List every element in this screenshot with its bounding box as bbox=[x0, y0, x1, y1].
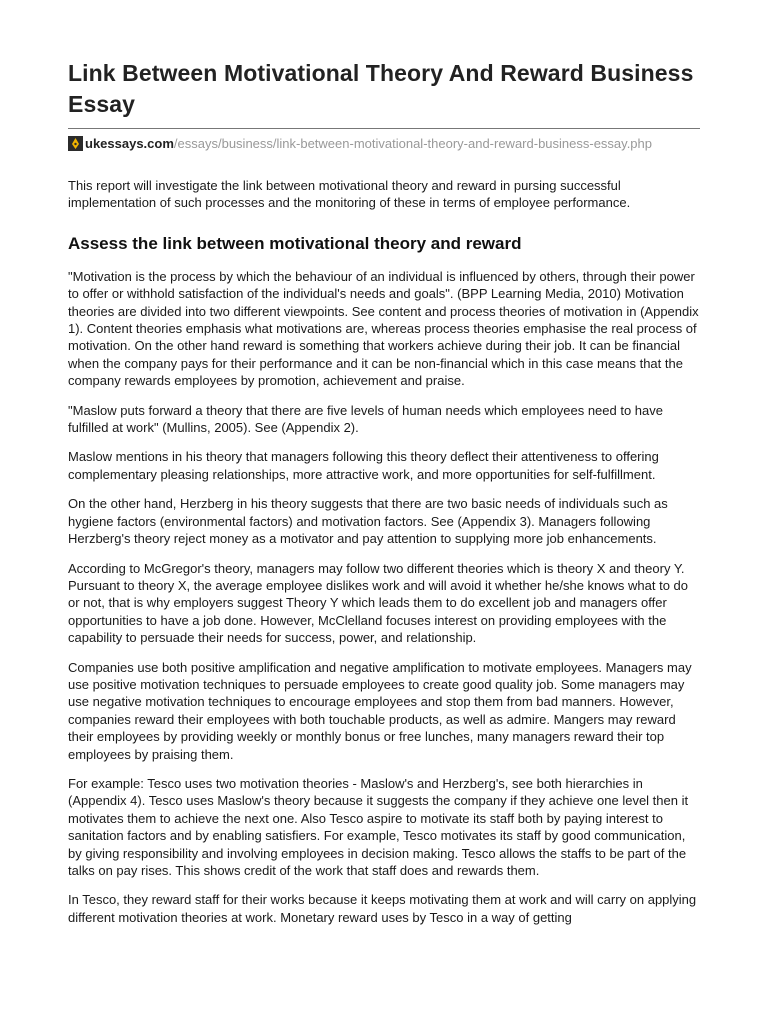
ukessays-pen-icon bbox=[68, 136, 83, 151]
source-path[interactable]: /essays/business/link-between-motivational-theory-and-reward-business-essay.php bbox=[173, 135, 652, 151]
source-bar bbox=[68, 128, 700, 152]
body-paragraph: Maslow mentions in his theory that managers following this theory deflect their attentiveness to offering complementary pleasing relationships, more attractive work, and more opportunities for self-fulfillment. bbox=[68, 449, 659, 482]
body-paragraph: In Tesco, they reward staff for their works because it keeps motivating them at work and will carry on applying different motivation theories at work. Monetary reward uses by Tesco in a way of getting bbox=[68, 892, 697, 925]
page-title: Link Between Motivational Theory And Reward Business Essay bbox=[68, 60, 694, 117]
section-heading: Assess the link between motivational theory and reward bbox=[68, 233, 522, 253]
body-paragraph: For example: Tesco uses two motivation theories - Maslow's and Herzberg's, see both hierarchies in (Appendix 4). Tesco uses Maslow's theory because it suggests the company if they achieve one level then it motivates them to achieve the next one. Also Tesco aspire to motivate its staff both by paying interest to sanitation factors and by enabling satisfiers. For example, Tesco motivates its staff by good communication, by giving responsibility and involving employees in decision making. Tesco allows the staffs to be part of the talks on pay rises. This shows credit of the work that staff does and rewards them. bbox=[68, 775, 689, 878]
body-paragraph: "Motivation is the process by which the behaviour of an individual is influenced by others, through their power to offer or withhold satisfaction of the individual's needs and goals". (BPP Learning Media, 2010) Motivation theories are divided into two different viewpoints. See content and process theories of motivation in (Appendix 1). Content theories emphasis what motivations are, whereas process theories emphasise the real process of motivation. On the other hand reward is something that workers achieve during their job. It can be financial when the company pays for their performance and it can be non-financial which in this case means that the company rewards employees by promotion, achievement and praise. bbox=[68, 268, 699, 389]
intro-paragraph: This report will investigate the link between motivational theory and reward in pursing successful implementation of such processes and the monitoring of these in terms of employee performance. bbox=[68, 178, 631, 211]
source-domain[interactable]: ukessays.com bbox=[85, 135, 174, 151]
body-paragraph: Companies use both positive amplification and negative amplification to motivate employees. Managers may use positive motivation techniques to persuade employees to create good quality job. Some managers may use negative motivation techniques to encourage employees and stop them from bad manners. However, companies reward their employees with both touchable products, as well as admire. Mangers may reward their employees by providing weekly or monthly bonus or free lunches, many managers reward their top employees by praising them. bbox=[68, 659, 692, 762]
body-paragraph: "Maslow puts forward a theory that there are five levels of human needs which employees need to have fulfilled at work" (Mullins, 2005). See (Appendix 2). bbox=[68, 402, 663, 436]
body-paragraph: On the other hand, Herzberg in his theory suggests that there are two basic needs of individuals such as hygiene factors (environmental factors) and motivation factors. See (Appendix 3). Managers following Herzberg's theory reject money as a motivator and pay attention to supplying more job enhancements. bbox=[68, 496, 668, 547]
body-paragraph: According to McGregor's theory, managers may follow two different theories which is theory X and theory Y. Pursuant to theory X, the average employee dislikes work and will avoid it whether he/she knows what to do or not, that is why employers suggest Theory Y which leads them to do excellent job and managers offer opportunities to have a job done. However, McClelland focuses interest on providing employees with the capability to persuade their needs for success, power, and relationship. bbox=[68, 560, 689, 646]
